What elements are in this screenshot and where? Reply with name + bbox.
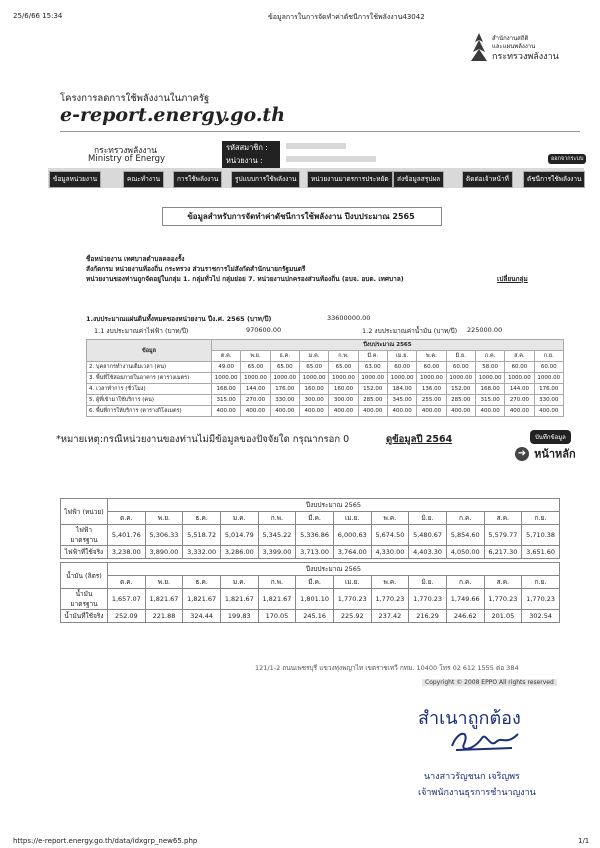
table-cell: 400.00 [212,406,241,417]
month-header: ส.ค. [505,351,534,362]
table-cell: 60.00 [446,362,475,373]
used-cell: 237.42 [371,610,409,623]
nav-item-energy-pattern[interactable]: รูปแบบการใช้พลังงาน [231,171,300,188]
note-text: *หมายเหตุ:กรณีหน่วยงานของท่านไม่มีข้อมูลของปัจจัยใด กรุณากรอก 0 [56,434,350,445]
month-header: ก.ค. [446,576,484,589]
ministry-logo [470,30,590,64]
edit-data-button[interactable]: บันทึกข้อมูล [530,430,571,444]
std-cell: 5,518.72 [183,525,221,546]
used-cell: 324.44 [183,610,221,623]
used-cell: 252.09 [108,610,146,623]
member-code-value [286,143,346,149]
table-cell: 1000.00 [329,373,358,384]
budget-fuel-value: 225000.00 [467,326,503,334]
budget-electric-label: 1.1 งบประมาณค่าไฟฟ้า (บาท/ปี) [94,327,189,335]
table-cell: 400.00 [387,406,416,417]
month-header: ก.พ. [258,576,296,589]
month-header: ก.ค. [475,351,504,362]
month-header: เม.ย. [333,576,371,589]
table-cell: 144.00 [241,384,270,395]
table-cell: 400.00 [329,406,358,417]
certifier-position: เจ้าพนักงานธุรการชำนาญงาน [418,788,536,798]
logo-line-3: กระทรวงพลังงาน [492,52,559,62]
table-cell: 58.00 [475,362,504,373]
fuel-used-label: น้ำมันที่ใช้จริง [61,610,108,623]
used-cell: 170.05 [258,610,296,623]
month-header: พ.ย. [145,512,183,525]
table-cell: 49.00 [212,362,241,373]
month-header: พ.ค. [417,351,446,362]
table-cell: 345.00 [387,395,416,406]
month-header: ส.ค. [484,512,522,525]
month-header: เม.ย. [387,351,416,362]
used-cell: 221.88 [145,610,183,623]
std-cell: 1,821.67 [258,589,296,610]
table-cell: 270.00 [505,395,534,406]
table-cell: 136.00 [417,384,446,395]
std-cell: 5,401.76 [108,525,146,546]
view-2564-link[interactable]: ดูข้อมูลปี 2564 [386,434,453,445]
table-row [87,406,564,417]
table-cell: 400.00 [241,406,270,417]
table-cell: 176.00 [534,384,563,395]
std-cell: 1,821.67 [220,589,258,610]
table-cell: 144.00 [505,384,534,395]
table-cell: 160.00 [329,384,358,395]
table-cell: 1000.00 [446,373,475,384]
electric-header: ไฟฟ้า (หน่วย) [61,499,108,525]
used-cell: 245.16 [296,610,334,623]
month-header: มี.ค. [358,351,387,362]
used-cell: 3,238.00 [108,546,146,559]
std-cell: 5,710.38 [522,525,560,546]
month-header: เม.ย. [333,512,371,525]
used-cell: 246.62 [446,610,484,623]
table-row [87,384,564,395]
fuel-std-label: น้ำมัน มาตรฐาน [61,589,108,610]
table-cell: 330.00 [534,395,563,406]
month-header: พ.ค. [371,512,409,525]
month-header: ก.ค. [446,512,484,525]
std-cell: 5,014.79 [220,525,258,546]
table-cell: 300.00 [329,395,358,406]
month-header: ต.ค. [108,576,146,589]
table-cell: 1000.00 [475,373,504,384]
month-header: พ.ย. [241,351,270,362]
used-cell: 199.83 [220,610,258,623]
site-domain: e-report.energy.go.th [60,104,286,126]
nav-item-measures[interactable]: หน่วยงานมาตรการประหยัด [307,171,393,188]
logout-button[interactable]: ออกจากระบบ [548,154,586,164]
std-cell: 5,579.77 [484,525,522,546]
agency-label: หน่วยงาน : [222,154,280,168]
table-cell: 1000.00 [417,373,446,384]
row-label: 3. พื้นที่ใช้สอยภายในอาคาร (ตารางเมตร) [87,373,212,384]
used-cell: 3,651.60 [522,546,560,559]
table-cell: 400.00 [446,406,475,417]
std-cell: 1,770.23 [484,589,522,610]
table-cell: 1000.00 [241,373,270,384]
used-cell: 225.92 [333,610,371,623]
budget-total-value: 33600000.00 [327,314,371,322]
table-cell: 400.00 [505,406,534,417]
table-cell: 160.00 [299,384,328,395]
table-row [87,373,564,384]
table-cell: 270.00 [241,395,270,406]
logo-line-2: และแผนพลังงาน [492,43,536,50]
table-cell: 400.00 [534,406,563,417]
table-cell: 65.00 [270,362,299,373]
print-url: https://e-report.energy.go.th/data/idxgrp_new65.php [13,837,198,845]
ministry-name-en: Ministry of Energy [88,154,166,164]
month-header: มี.ค. [296,512,334,525]
ministry-emblem-icon [470,32,488,62]
change-group-link[interactable]: เปลี่ยนกลุ่ม [497,275,528,283]
std-cell: 1,770.23 [371,589,409,610]
used-cell: 216.29 [409,610,447,623]
month-header: ส.ค. [484,576,522,589]
month-header: พ.ย. [145,576,183,589]
used-cell: 3,399.00 [258,546,296,559]
row-label: 5. ผู้ที่เข้ามาใช้บริการ (คน) [87,395,212,406]
footer-address: 121/1-2 ถนนเพชรบุรี แขวงทุ่งพญาไท เขตราชเทวี กทม. 10400 โทร 02 612 1555 ต่อ 384 [255,664,519,672]
std-cell: 1,801.10 [296,589,334,610]
banner-divider [60,131,580,132]
std-cell: 1,657.07 [108,589,146,610]
nav-item-submit-summary[interactable]: ส่งข้อมูลสรุปผล [393,171,444,188]
nav-item-energy-use[interactable]: การใช้พลังงาน [173,171,222,188]
table-cell: 300.00 [299,395,328,406]
table-cell: 176.00 [270,384,299,395]
factor-table [86,339,564,417]
table-row [87,362,564,373]
month-header: ม.ค. [220,512,258,525]
month-header: ก.พ. [329,351,358,362]
signature [446,726,526,758]
month-header: มิ.ย. [409,512,447,525]
fuel-header: น้ำมัน (ลิตร) [61,563,108,589]
used-cell: 4,403.30 [409,546,447,559]
std-cell: 6,000.63 [333,525,371,546]
month-header: มิ.ย. [446,351,475,362]
month-header: ม.ค. [299,351,328,362]
month-header: ก.ย. [534,351,563,362]
agency-value [286,156,376,162]
factor-year-header: ปีงบประมาณ 2565 [212,340,564,351]
month-header: ธ.ค. [183,576,221,589]
print-datetime: 25/6/66 15:34 [13,12,63,20]
table-cell: 255.00 [417,395,446,406]
table-cell: 1000.00 [505,373,534,384]
used-cell: 4,330.00 [371,546,409,559]
footer-copyright: Copyright © 2008 EPPO All rights reserved [422,679,557,686]
used-cell: 201.05 [484,610,522,623]
std-cell: 5,345.22 [258,525,296,546]
month-header: ต.ค. [108,512,146,525]
row-label: 2. บุคลากรทำงานเต็มเวลา (คน) [87,362,212,373]
logo-line-1: สำนักงานสถิติ [492,35,529,42]
table-cell: 1000.00 [534,373,563,384]
home-link[interactable] [515,443,576,463]
table-cell: 400.00 [358,406,387,417]
used-cell: 302.54 [522,610,560,623]
table-cell: 400.00 [475,406,504,417]
table-cell: 330.00 [270,395,299,406]
nav-item-energy-index[interactable]: ดัชนีการใช้พลังงาน [523,171,585,188]
electric-year-header: ปีงบประมาณ 2565 [108,499,560,512]
month-header: ม.ค. [220,576,258,589]
table-row [87,395,564,406]
print-page-number: 1/1 [578,837,590,845]
row-label: 4. เวลาทำการ (ชั่วโมง) [87,384,212,395]
used-cell: 3,713.00 [296,546,334,559]
table-cell: 168.00 [212,384,241,395]
month-header: ก.ย. [522,512,560,525]
nav-item-contact[interactable]: ติดต่อเจ้าหน้าที่ [462,171,513,188]
table-cell: 400.00 [417,406,446,417]
table-cell: 315.00 [475,395,504,406]
table-cell: 63.00 [358,362,387,373]
table-cell: 184.00 [387,384,416,395]
std-cell: 5,480.67 [409,525,447,546]
electric-table [60,498,560,559]
table-cell: 65.00 [329,362,358,373]
table-cell: 60.00 [417,362,446,373]
std-cell: 5,336.86 [296,525,334,546]
certified-copy-stamp: สำเนาถูกต้อง [418,708,521,729]
table-cell: 1000.00 [270,373,299,384]
table-cell: 400.00 [270,406,299,417]
electric-used-label: ไฟฟ้าที่ใช้จริง [61,546,108,559]
std-cell: 1,749.66 [446,589,484,610]
budget-total-label: 1.งบประมาณแผ่นดินทั้งหมดของหน่วยงาน ปีง.ศ. 2565 (บาท/ปี) [86,315,272,323]
factor-data-header: ข้อมูล [87,340,212,362]
table-cell: 400.00 [299,406,328,417]
table-cell: 152.00 [446,384,475,395]
std-cell: 1,770.23 [409,589,447,610]
std-cell: 1,770.23 [522,589,560,610]
std-cell: 1,821.67 [145,589,183,610]
agency-affiliation: สังกัดกรม หน่วยงานท้องถิ่น กระทรวง ส่วนราชการไม่สังกัดสำนักนายกรัฐมนตรี [86,265,306,273]
table-cell: 285.00 [446,395,475,406]
used-cell: 3,890.00 [145,546,183,559]
table-cell: 1000.00 [299,373,328,384]
budget-fuel-label: 1.2 งบประมาณค่าน้ำมัน (บาท/ปี) [362,327,458,335]
fuel-table [60,562,560,623]
used-cell: 4,050.00 [446,546,484,559]
std-cell: 5,854.60 [446,525,484,546]
nav-item-committee[interactable]: คณะทำงาน [123,171,164,188]
std-cell: 5,674.50 [371,525,409,546]
table-cell: 1000.00 [358,373,387,384]
table-cell: 1000.00 [387,373,416,384]
table-cell: 1000.00 [212,373,241,384]
table-cell: 285.00 [358,395,387,406]
std-cell: 5,306.33 [145,525,183,546]
month-header: ต.ค. [212,351,241,362]
agency-group: หน่วยงานของท่านถูกจัดอยู่ในกลุ่ม 1. กลุ่มทั่วไป กลุ่มย่อย 7. หน่วยงานปกครองส่วนท้องถิ่น (อบจ. อบต. เทศบาล) [86,275,404,283]
table-cell: 60.00 [387,362,416,373]
table-cell: 65.00 [241,362,270,373]
month-header: ธ.ค. [270,351,299,362]
used-cell: 3,764.00 [333,546,371,559]
month-header: ธ.ค. [183,512,221,525]
row-label: 6. พื้นที่การให้บริการ (ตารางกิโลเมตร) [87,406,212,417]
certifier-name: นางสาวรัญชนก เจริญพร [424,772,520,782]
std-cell: 1,770.23 [333,589,371,610]
print-tab-title: ข้อมูลการในการจัดทำค่าดัชนีการใช้พลังงาน43042 [268,13,425,21]
table-cell: 152.00 [358,384,387,395]
page-title: ข้อมูลสำหรับการจัดทำค่าดัชนีการใช้พลังงาน ปีงบประมาณ 2565 [187,212,415,221]
member-code-label: รหัสสมาชิก : [222,141,280,155]
table-cell: 168.00 [475,384,504,395]
electric-std-label: ไฟฟ้า มาตรฐาน [61,525,108,546]
table-cell: 315.00 [212,395,241,406]
fuel-year-header: ปีงบประมาณ 2565 [108,563,560,576]
budget-electric-value: 970600.00 [246,326,282,334]
ministry-name-th: กระทรวงพลังงาน [94,146,158,156]
month-header: พ.ค. [371,576,409,589]
table-cell: 60.00 [534,362,563,373]
project-title: โครงการลดการใช้พลังงานในภาครัฐ [60,93,210,104]
table-cell: 65.00 [299,362,328,373]
month-header: ก.พ. [258,512,296,525]
month-header: มี.ค. [296,576,334,589]
used-cell: 6,217.30 [484,546,522,559]
month-header: ก.ย. [522,576,560,589]
agency-name: ชื่อหน่วยงาน เทศบาลตำบลคลองรั้ง [86,255,185,263]
table-cell: 60.00 [505,362,534,373]
std-cell: 1,821.67 [183,589,221,610]
nav-item-agency[interactable]: ข้อมูลหน่วยงาน [49,171,101,188]
used-cell: 3,286.00 [220,546,258,559]
home-link-label: หน้าหลัก [534,447,576,461]
month-header: มิ.ย. [409,576,447,589]
used-cell: 3,332.00 [183,546,221,559]
home-arrow-icon: ➜ [515,447,529,461]
